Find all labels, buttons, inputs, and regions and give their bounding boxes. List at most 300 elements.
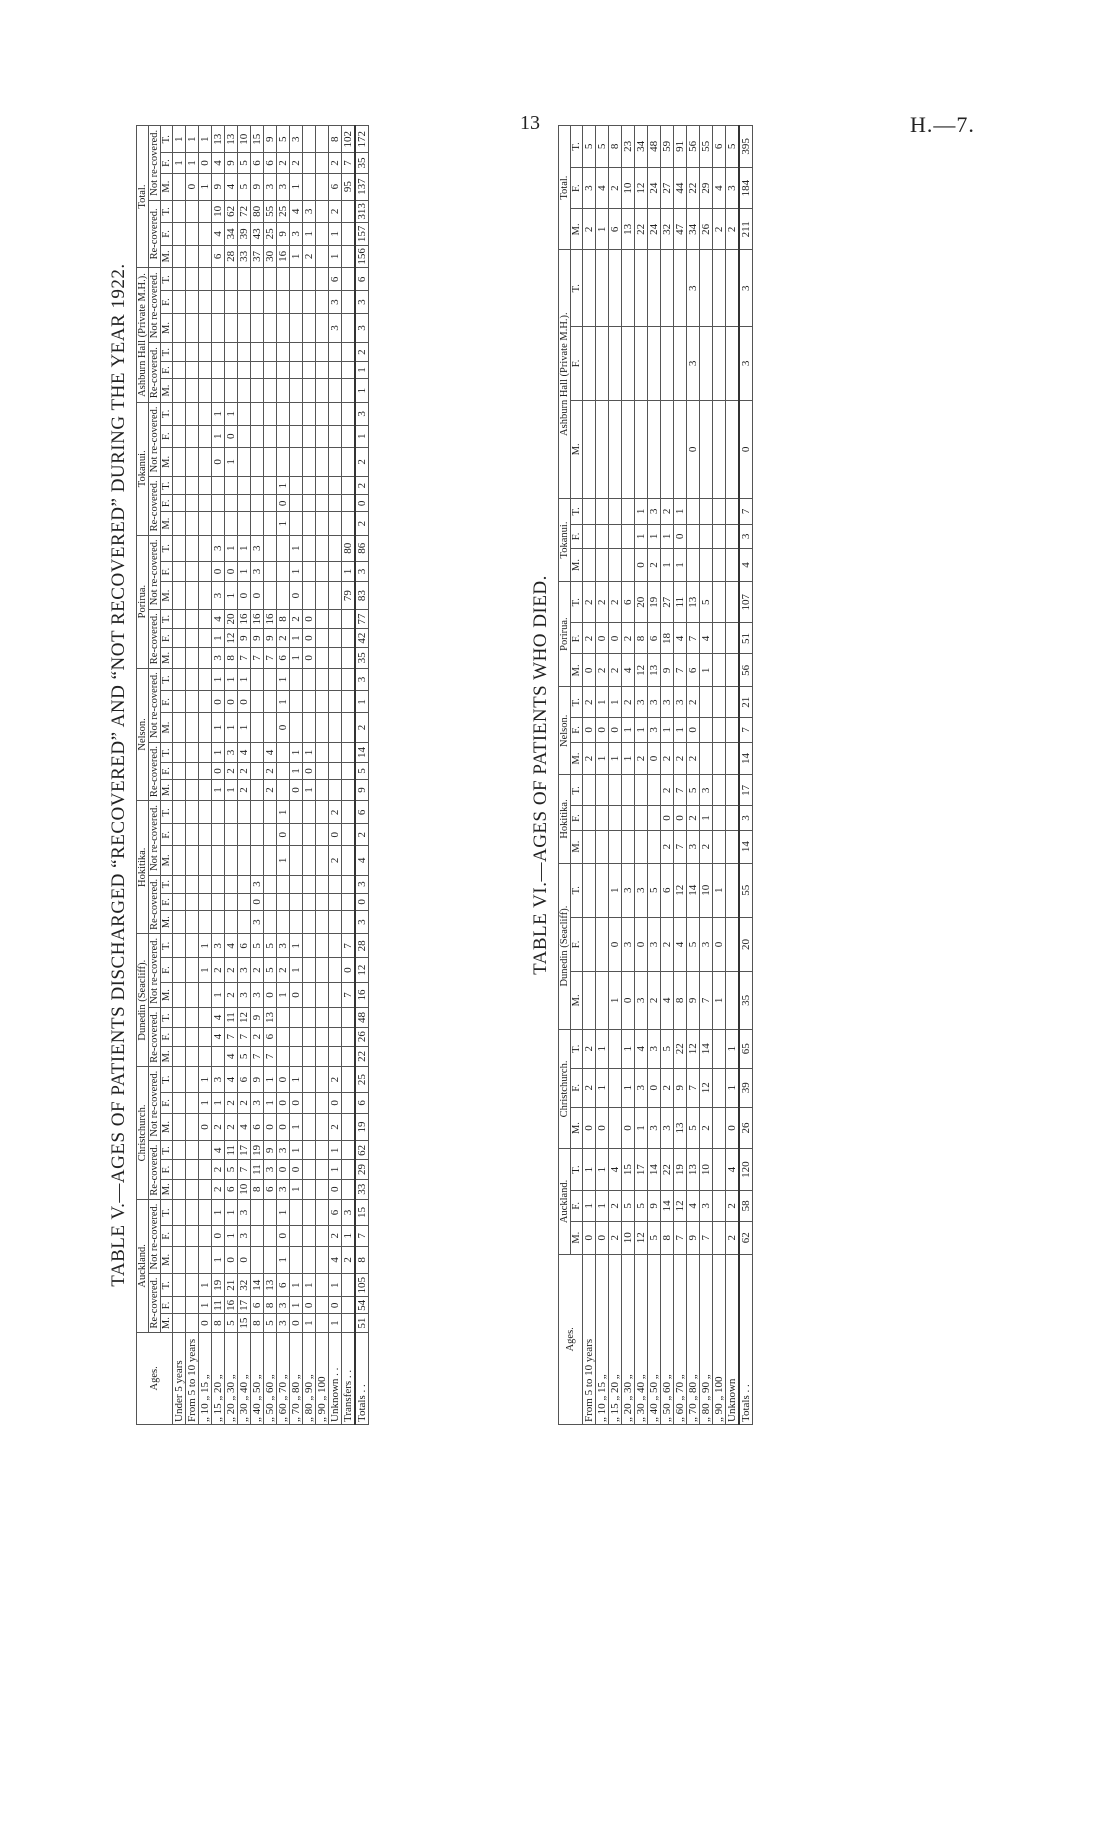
cell <box>303 1046 316 1066</box>
cell <box>726 742 740 775</box>
cell <box>290 713 303 742</box>
sex-header: M. <box>161 1179 173 1199</box>
cell <box>173 1297 186 1314</box>
cell <box>596 524 609 548</box>
cell <box>609 1029 622 1068</box>
cell <box>700 687 713 718</box>
age-label: From 5 to 10 years <box>583 1254 596 1424</box>
cell: 6 <box>264 1027 277 1046</box>
cell <box>648 250 661 327</box>
age-label: „ 15 „ 20 „ <box>212 1332 225 1424</box>
cell <box>303 1113 316 1141</box>
cell: 6 <box>622 581 635 623</box>
cell <box>186 1093 199 1114</box>
sex-header: F. <box>161 425 173 447</box>
cell <box>661 327 674 400</box>
cell <box>609 775 622 806</box>
cell <box>173 313 186 343</box>
cell: 2 <box>583 742 596 775</box>
cell <box>277 343 290 361</box>
cell: 4 <box>212 609 225 628</box>
cell: 2 <box>583 1068 596 1107</box>
cell: 4 <box>225 1046 238 1066</box>
cell <box>609 524 622 548</box>
cell <box>212 361 225 379</box>
sex-header: F. <box>161 691 173 713</box>
cell: 102 <box>342 126 356 153</box>
subgroup-header: Not re-covered. <box>149 1067 161 1141</box>
cell: 5 <box>251 934 264 958</box>
cell <box>199 447 212 476</box>
cell: 1 <box>290 629 303 648</box>
total-cell: 105 <box>355 1274 369 1297</box>
cell: 9 <box>661 654 674 687</box>
cell: 1 <box>700 806 713 830</box>
cell <box>303 1067 316 1093</box>
cell <box>199 691 212 713</box>
cell <box>329 535 342 561</box>
cell: 3 <box>251 1093 264 1114</box>
cell <box>342 1046 356 1066</box>
sex-header: M. <box>161 245 173 268</box>
cell: 2 <box>583 581 596 623</box>
cell: 4 <box>212 1141 225 1160</box>
cell <box>342 824 356 846</box>
institution-header: Tokanui. <box>137 402 149 535</box>
cell: 1 <box>212 668 225 691</box>
cell: 1 <box>290 1179 303 1199</box>
cell <box>238 893 251 910</box>
cell <box>596 327 609 400</box>
cell: 1 <box>225 779 238 801</box>
cell: 1 <box>277 477 290 495</box>
cell <box>212 824 225 846</box>
cell: 1 <box>225 447 238 476</box>
cell <box>316 1141 329 1160</box>
cell: 10 <box>238 126 251 153</box>
cell <box>303 361 316 379</box>
cell: 0 <box>596 623 609 654</box>
cell: 3 <box>251 535 264 561</box>
cell: 2 <box>648 549 661 582</box>
cell: 44 <box>674 167 687 209</box>
cell <box>238 402 251 425</box>
cell <box>173 824 186 846</box>
sex-header: M. <box>161 313 173 343</box>
cell: 1 <box>596 1190 609 1221</box>
sex-header: F. <box>161 763 173 779</box>
cell <box>316 512 329 535</box>
cell: 10 <box>622 1221 635 1254</box>
totals-label: Totals . . <box>739 1254 753 1424</box>
cell <box>199 512 212 535</box>
cell: 0 <box>329 1297 342 1314</box>
cell: 11 <box>212 1297 225 1314</box>
cell: 5 <box>635 1190 648 1221</box>
cell: 3 <box>212 934 225 958</box>
cell: 2 <box>726 1221 740 1254</box>
cell <box>173 893 186 910</box>
sex-header: F. <box>161 153 173 173</box>
cell: 3 <box>635 687 648 718</box>
cell <box>329 1008 342 1027</box>
cell: 18 <box>661 623 674 654</box>
cell: 0 <box>277 1067 290 1093</box>
cell <box>303 1160 316 1179</box>
cell: 2 <box>687 742 700 775</box>
cell <box>622 549 635 582</box>
cell <box>622 400 635 498</box>
cell <box>648 775 661 806</box>
cell <box>173 425 186 447</box>
cell <box>264 691 277 713</box>
cell: 0 <box>277 824 290 846</box>
cell: 55 <box>264 200 277 223</box>
cell: 4 <box>700 623 713 654</box>
cell <box>277 402 290 425</box>
cell: 9 <box>212 173 225 200</box>
sex-header: T. <box>161 1008 173 1027</box>
cell: 13 <box>225 126 238 153</box>
cell: 1 <box>609 742 622 775</box>
cell: 1 <box>290 561 303 582</box>
cell: 2 <box>726 1190 740 1221</box>
sex-header: T. <box>161 742 173 763</box>
cell <box>225 911 238 934</box>
cell <box>290 1199 303 1225</box>
cell <box>316 1113 329 1141</box>
sex-header: F. <box>161 561 173 582</box>
total-cell: 2 <box>355 824 369 846</box>
cell <box>726 581 740 623</box>
cell <box>173 609 186 628</box>
cell <box>303 911 316 934</box>
cell: 16 <box>277 245 290 268</box>
total-cell: 15 <box>355 1199 369 1225</box>
total-cell: 2 <box>355 713 369 742</box>
cell: 1 <box>199 173 212 200</box>
page-number: 13 <box>520 112 540 134</box>
cell: 2 <box>622 623 635 654</box>
cell <box>726 654 740 687</box>
total-cell: 77 <box>355 609 369 628</box>
cell <box>342 893 356 910</box>
cell <box>316 173 329 200</box>
cell <box>199 713 212 742</box>
cell <box>186 1179 199 1199</box>
cell: 3 <box>687 327 700 400</box>
cell: 0 <box>290 982 303 1008</box>
cell <box>173 958 186 982</box>
cell <box>596 499 609 525</box>
cell <box>251 343 264 361</box>
cell <box>316 875 329 893</box>
cell <box>277 361 290 379</box>
cell <box>238 447 251 476</box>
cell: 0 <box>277 495 290 512</box>
cell: 7 <box>264 648 277 668</box>
cell <box>290 313 303 343</box>
cell <box>173 200 186 223</box>
cell <box>251 313 264 343</box>
table-row <box>329 126 342 1425</box>
cell: 5 <box>622 1190 635 1221</box>
total-cell: 395 <box>739 126 753 168</box>
cell <box>186 824 199 846</box>
cell <box>290 893 303 910</box>
cell: 0 <box>199 1113 212 1141</box>
page-reference: H.—7. <box>910 112 975 137</box>
cell: 0 <box>583 1221 596 1254</box>
table-vi <box>558 125 753 1425</box>
cell: 5 <box>583 126 596 168</box>
cell: 0 <box>290 1093 303 1114</box>
cell <box>173 582 186 610</box>
cell: 3 <box>622 863 635 917</box>
cell <box>199 982 212 1008</box>
cell <box>186 582 199 610</box>
cell: 9 <box>648 1190 661 1221</box>
cell: 7 <box>238 1160 251 1179</box>
cell <box>303 173 316 200</box>
cell: 3 <box>290 223 303 246</box>
cell: 4 <box>635 1029 648 1068</box>
cell <box>700 549 713 582</box>
cell: 4 <box>687 1190 700 1221</box>
cell: 0 <box>225 1246 238 1274</box>
cell: 6 <box>264 153 277 173</box>
cell <box>583 499 596 525</box>
cell: 5 <box>700 581 713 623</box>
cell: 9 <box>687 972 700 1030</box>
cell: 32 <box>238 1274 251 1297</box>
cell <box>329 512 342 535</box>
cell <box>596 400 609 498</box>
cell <box>173 982 186 1008</box>
cell: 1 <box>622 1029 635 1068</box>
total-cell: 3 <box>739 806 753 830</box>
cell: 4 <box>212 1027 225 1046</box>
cell <box>199 1225 212 1246</box>
cell <box>277 561 290 582</box>
sex-header: F. <box>161 1160 173 1179</box>
cell: 6 <box>661 863 674 917</box>
cell: 2 <box>700 830 713 863</box>
cell <box>700 742 713 775</box>
cell: 8 <box>251 1314 264 1332</box>
cell: 3 <box>342 1199 356 1225</box>
cell: 1 <box>329 223 342 246</box>
cell <box>290 268 303 291</box>
cell: 0 <box>290 1160 303 1179</box>
cell: 95 <box>342 173 356 200</box>
institution-header: Ashburn Hall (Private M.H.). <box>137 268 149 403</box>
cell: 4 <box>290 200 303 223</box>
total-cell: 4 <box>355 846 369 875</box>
cell: 3 <box>277 1141 290 1160</box>
cell <box>713 775 726 806</box>
cell <box>583 400 596 498</box>
cell <box>290 512 303 535</box>
cell: 0 <box>583 1107 596 1148</box>
cell <box>173 268 186 291</box>
institution-header: Total. <box>559 126 571 250</box>
cell <box>264 313 277 343</box>
cell <box>329 1027 342 1046</box>
cell: 1 <box>635 524 648 548</box>
cell <box>173 447 186 476</box>
cell: 2 <box>342 1246 356 1274</box>
table-row <box>661 126 674 1425</box>
cell: 0 <box>290 582 303 610</box>
cell <box>173 742 186 763</box>
cell: 1 <box>674 549 687 582</box>
cell: 12 <box>700 1068 713 1107</box>
cell <box>635 806 648 830</box>
cell <box>186 668 199 691</box>
cell: 80 <box>342 535 356 561</box>
cell <box>173 379 186 403</box>
cell: 6 <box>225 1179 238 1199</box>
cell: 19 <box>212 1274 225 1297</box>
cell: 1 <box>290 763 303 779</box>
cell: 11 <box>225 1008 238 1027</box>
sex-header: T. <box>161 801 173 824</box>
sex-header: T. <box>571 863 583 917</box>
sex-header: F. <box>161 1027 173 1046</box>
cell <box>199 629 212 648</box>
cell <box>303 713 316 742</box>
cell <box>596 972 609 1030</box>
subgroup-header: Not re-covered. <box>149 801 161 875</box>
cell <box>316 801 329 824</box>
cell <box>687 499 700 525</box>
cell: 4 <box>674 917 687 971</box>
cell <box>329 379 342 403</box>
sex-header: T. <box>161 609 173 628</box>
age-label: „ 80 „ 90 „ <box>303 1332 316 1424</box>
cell: 1 <box>173 126 186 153</box>
cell: 3 <box>251 561 264 582</box>
cell <box>316 1199 329 1225</box>
subgroup-header: Not re-covered. <box>149 268 161 343</box>
cell: 3 <box>648 1029 661 1068</box>
institution-header: Nelson. <box>559 687 571 775</box>
cell <box>225 495 238 512</box>
cell <box>186 512 199 535</box>
cell: 3 <box>251 875 264 893</box>
cell <box>342 629 356 648</box>
sex-header: M. <box>571 830 583 863</box>
cell <box>199 779 212 801</box>
cell: 79 <box>342 582 356 610</box>
cell: 0 <box>212 691 225 713</box>
cell <box>329 742 342 763</box>
cell <box>212 893 225 910</box>
total-cell: 16 <box>355 982 369 1008</box>
cell: 1 <box>661 718 674 742</box>
total-cell: 120 <box>739 1149 753 1191</box>
cell: 8 <box>212 1314 225 1332</box>
cell <box>316 609 329 628</box>
cell: 3 <box>277 1179 290 1199</box>
cell <box>713 742 726 775</box>
total-cell: 51 <box>355 1314 369 1332</box>
sex-header: T. <box>161 268 173 291</box>
cell: 12 <box>635 1221 648 1254</box>
cell: 7 <box>700 972 713 1030</box>
cell <box>199 379 212 403</box>
cell: 4 <box>238 1113 251 1141</box>
cell <box>290 291 303 313</box>
cell: 2 <box>329 1113 342 1141</box>
cell <box>342 1027 356 1046</box>
cell: 3 <box>238 1225 251 1246</box>
cell <box>290 1246 303 1274</box>
cell: 4 <box>238 742 251 763</box>
cell: 0 <box>687 400 700 498</box>
cell <box>264 495 277 512</box>
cell <box>186 713 199 742</box>
sex-header: M. <box>161 648 173 668</box>
total-cell: 6 <box>355 801 369 824</box>
subgroup-header: Re-covered. <box>149 1274 161 1333</box>
cell <box>186 801 199 824</box>
cell <box>238 313 251 343</box>
cell <box>726 327 740 400</box>
cell <box>316 629 329 648</box>
institution-header: Dunedin (Seacliff). <box>137 934 149 1067</box>
cell <box>583 917 596 971</box>
subgroup-header: Not re-covered. <box>149 668 161 742</box>
cell: 3 <box>212 535 225 561</box>
cell: 5 <box>238 1046 251 1066</box>
sex-header: T. <box>161 1141 173 1160</box>
sex-header: T. <box>571 126 583 168</box>
cell <box>173 1141 186 1160</box>
cell: 0 <box>303 648 316 668</box>
cell: 0 <box>225 561 238 582</box>
sex-header: T. <box>571 1149 583 1191</box>
institution-header: Dunedin (Seacliff). <box>559 863 571 1029</box>
cell: 20 <box>635 581 648 623</box>
cell <box>173 668 186 691</box>
cell: 1 <box>596 742 609 775</box>
cell <box>303 982 316 1008</box>
cell: 0 <box>264 982 277 1008</box>
cell: 2 <box>329 801 342 824</box>
cell <box>264 582 277 610</box>
cell <box>303 447 316 476</box>
cell <box>342 425 356 447</box>
cell: 0 <box>251 582 264 610</box>
cell: 2 <box>661 742 674 775</box>
cell <box>199 911 212 934</box>
cell: 0 <box>726 1107 740 1148</box>
cell <box>713 524 726 548</box>
cell: 25 <box>264 223 277 246</box>
cell: 0 <box>225 691 238 713</box>
sex-header: F. <box>571 806 583 830</box>
cell <box>264 268 277 291</box>
cell <box>303 1027 316 1046</box>
cell <box>648 327 661 400</box>
cell: 14 <box>700 1029 713 1068</box>
total-cell: 48 <box>355 1008 369 1027</box>
cell <box>173 1093 186 1114</box>
cell <box>173 245 186 268</box>
sex-header: M. <box>571 549 583 582</box>
